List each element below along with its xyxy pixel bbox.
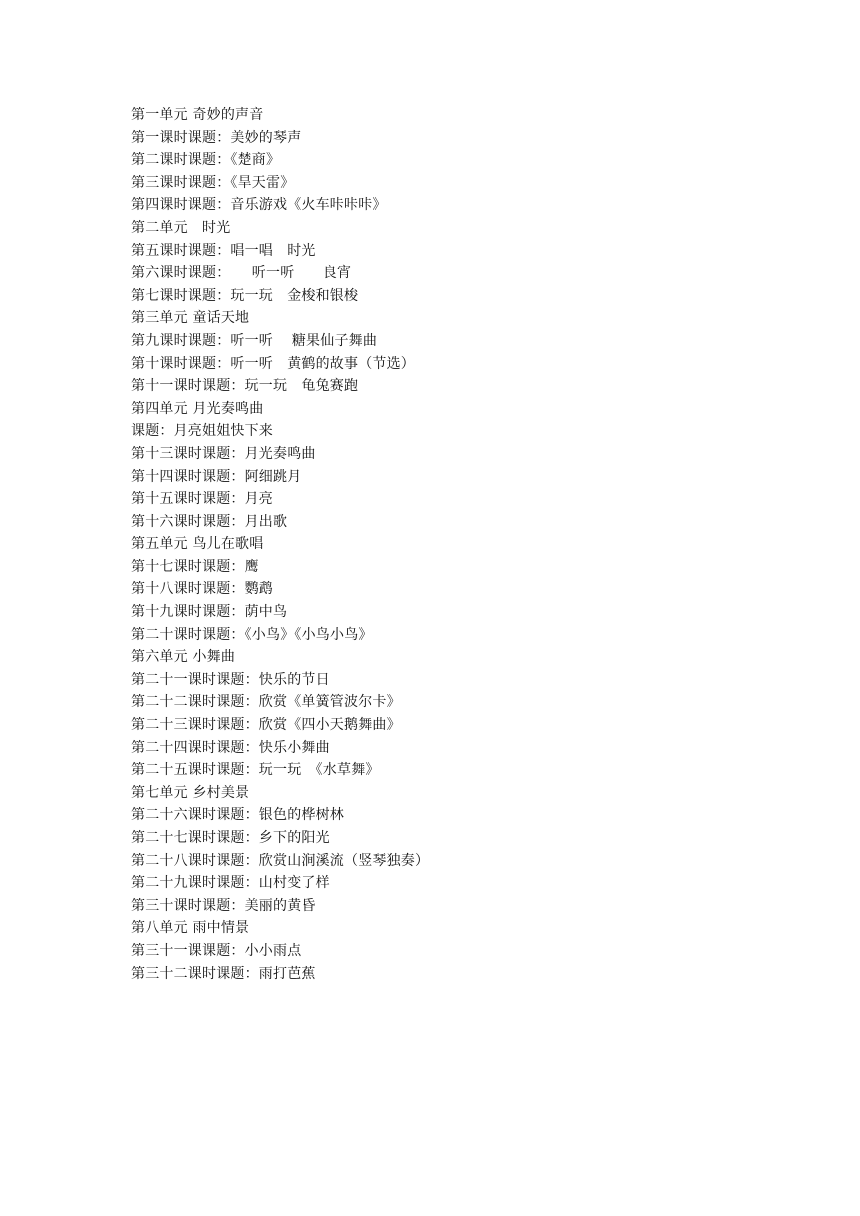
lesson-line: 第二十课时课题：《小鸟》《小鸟小鸟》 — [131, 626, 373, 643]
lesson-line: 第一课时课题：美妙的琴声 — [131, 129, 302, 146]
unit-heading: 第四单元 月光奏鸣曲 — [131, 400, 264, 417]
unit-heading: 第一单元 奇妙的声音 — [131, 107, 264, 123]
lesson-line: 第三十二课时课题：雨打芭蕉 — [131, 965, 316, 982]
lesson-line: 第四课时课题：音乐游戏《火车咔咔咔》 — [131, 197, 387, 214]
lesson-line: 第二十八课时课题：欣赏山涧溪流（竖琴独奏） — [131, 852, 430, 869]
lesson-line: 第十七课时课题：鹰 — [131, 558, 259, 575]
lesson-line: 第十一课时课题：玩一玩 龟兔赛跑 — [131, 378, 359, 395]
lesson-line: 第十六课时课题：月出歌 — [131, 513, 288, 530]
lesson-line: 第二十一课时课题：快乐的节日 — [131, 671, 330, 688]
lesson-line: 第十九课时课题：荫中鸟 — [131, 604, 288, 621]
lesson-line: 第二十五课时课题：玩一玩 《水草舞》 — [131, 762, 380, 779]
unit-heading: 第七单元 乡村美景 — [131, 784, 250, 801]
lesson-line: 第二十九课时课题：山村变了样 — [131, 875, 330, 892]
lesson-line: 第十五课时课题：月亮 — [131, 491, 273, 508]
lesson-line: 第二十六课时课题：银色的桦树林 — [131, 807, 344, 824]
lesson-line: 第二十二课时课题：欣赏《单簧管波尔卡》 — [131, 694, 401, 711]
unit-heading: 第八单元 雨中情景 — [131, 920, 250, 937]
unit-heading: 第二单元 时光 — [131, 219, 231, 236]
lesson-line: 第三十一课课题：小小雨点 — [131, 942, 302, 959]
unit-heading: 第五单元 鸟儿在歌唱 — [131, 536, 264, 553]
unit-heading: 第六单元 小舞曲 — [131, 649, 236, 666]
lesson-line: 课题：月亮姐姐快下来 — [131, 423, 273, 440]
lesson-line: 第二课时课题：《楚商》 — [131, 152, 281, 169]
lesson-line: 第三课时课题：《旱天雷》 — [131, 174, 295, 191]
lesson-line: 第二十三课时课题：欣赏《四小天鹅舞曲》 — [131, 717, 401, 734]
lesson-line: 第三十课时课题：美丽的黄昏 — [131, 897, 316, 914]
lesson-line: 第二十四课时课题：快乐小舞曲 — [131, 739, 330, 756]
lesson-line: 第五课时课题：唱一唱 时光 — [131, 242, 316, 259]
lesson-list — [131, 104, 429, 985]
lesson-line: 第二十七课时课题：乡下的阳光 — [131, 830, 330, 846]
unit-heading: 第三单元 童话天地 — [131, 310, 250, 327]
lesson-line: 第十三课时课题：月光奏鸣曲 — [131, 445, 316, 462]
lesson-line: 第七课时课题：玩一玩 金梭和银梭 — [131, 287, 359, 304]
lesson-line: 第十课时课题：听一听 黄鹤的故事（节选） — [131, 355, 415, 372]
lesson-line: 第十八课时课题：鹦鹉 — [131, 581, 273, 598]
lesson-line: 第十四课时课题：阿细跳月 — [131, 468, 302, 485]
lesson-line: 第六课时课题： 听一听 良宵 — [131, 265, 352, 282]
lesson-line: 第九课时课题：听一听 糖果仙子舞曲 — [131, 332, 378, 349]
